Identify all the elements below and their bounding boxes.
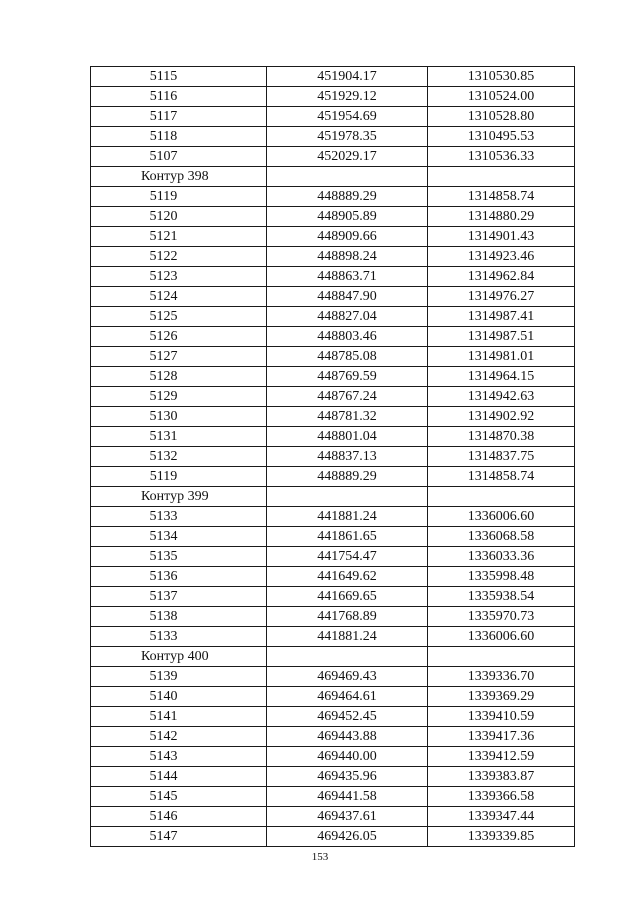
table-row [91,267,575,287]
x-coordinate-cell: 469437.61 [267,807,428,827]
y-coordinate-cell: 1310530.85 [428,67,575,87]
table-row [91,287,575,307]
x-coordinate-cell: 451954.69 [267,107,428,127]
coordinates-table [90,66,575,847]
table-row [91,207,575,227]
page-number: 153 [311,851,329,863]
point-number-cell: 5130 [91,407,267,427]
y-coordinate-cell: 1339369.29 [428,687,575,707]
y-coordinate-cell: 1314880.29 [428,207,575,227]
contour-header-row [91,647,575,667]
y-coordinate-cell: 1336006.60 [428,507,575,527]
x-coordinate-cell: 448769.59 [267,367,428,387]
y-coordinate-cell: 1336068.58 [428,527,575,547]
x-coordinate-cell: 469426.05 [267,827,428,847]
table-row [91,527,575,547]
x-coordinate-cell: 448781.32 [267,407,428,427]
y-coordinate-cell: 1335938.54 [428,587,575,607]
y-coordinate-cell: 1339347.44 [428,807,575,827]
point-number-cell: 5116 [91,87,267,107]
y-coordinate-cell: 1339417.36 [428,727,575,747]
x-coordinate-cell: 448898.24 [267,247,428,267]
table-row [91,727,575,747]
y-coordinate-cell: 1339336.70 [428,667,575,687]
table-row [91,767,575,787]
x-coordinate-cell: 441754.47 [267,547,428,567]
x-coordinate-cell: 448905.89 [267,207,428,227]
x-coordinate-cell [267,647,428,667]
y-coordinate-cell: 1314981.01 [428,347,575,367]
point-number-cell: 5127 [91,347,267,367]
y-coordinate-cell: 1339339.85 [428,827,575,847]
y-coordinate-cell: 1339383.87 [428,767,575,787]
x-coordinate-cell: 441861.65 [267,527,428,547]
contour-header-row [91,167,575,187]
point-number-cell: 5146 [91,807,267,827]
y-coordinate-cell [428,167,575,187]
table-row [91,247,575,267]
table-row [91,147,575,167]
table-row [91,347,575,367]
x-coordinate-cell: 448889.29 [267,187,428,207]
table-row [91,327,575,347]
x-coordinate-cell: 469441.58 [267,787,428,807]
y-coordinate-cell: 1310528.80 [428,107,575,127]
point-number-cell: 5121 [91,227,267,247]
y-coordinate-cell: 1339410.59 [428,707,575,727]
x-coordinate-cell: 448801.04 [267,427,428,447]
x-coordinate-cell: 448827.04 [267,307,428,327]
x-coordinate-cell: 441881.24 [267,627,428,647]
y-coordinate-cell: 1314923.46 [428,247,575,267]
table-row [91,787,575,807]
point-number-cell: 5132 [91,447,267,467]
x-coordinate-cell: 441649.62 [267,567,428,587]
y-coordinate-cell: 1314987.41 [428,307,575,327]
point-number-cell: 5145 [91,787,267,807]
coordinates-table-body [91,67,575,847]
y-coordinate-cell: 1335970.73 [428,607,575,627]
point-number-cell: 5128 [91,367,267,387]
y-coordinate-cell: 1314976.27 [428,287,575,307]
point-number-cell: 5136 [91,567,267,587]
point-number-cell: 5122 [91,247,267,267]
y-coordinate-cell: 1314870.38 [428,427,575,447]
table-row [91,827,575,847]
x-coordinate-cell: 469443.88 [267,727,428,747]
x-coordinate-cell: 448837.13 [267,447,428,467]
table-row [91,687,575,707]
x-coordinate-cell [267,167,428,187]
x-coordinate-cell: 452029.17 [267,147,428,167]
y-coordinate-cell: 1314942.63 [428,387,575,407]
point-number-cell: 5115 [91,67,267,87]
x-coordinate-cell: 469440.00 [267,747,428,767]
x-coordinate-cell: 448803.46 [267,327,428,347]
table-row [91,387,575,407]
y-coordinate-cell: 1310495.53 [428,127,575,147]
table-row [91,127,575,147]
y-coordinate-cell: 1314962.84 [428,267,575,287]
point-number-cell: 5142 [91,727,267,747]
x-coordinate-cell: 448785.08 [267,347,428,367]
x-coordinate-cell: 469464.61 [267,687,428,707]
table-row [91,587,575,607]
table-row [91,407,575,427]
point-number-cell: 5131 [91,427,267,447]
point-number-cell: 5118 [91,127,267,147]
point-number-cell: 5133 [91,507,267,527]
point-number-cell: 5123 [91,267,267,287]
table-row [91,427,575,447]
point-number-cell: 5120 [91,207,267,227]
point-number-cell: 5107 [91,147,267,167]
table-row [91,607,575,627]
table-row [91,87,575,107]
point-number-cell: 5143 [91,747,267,767]
x-coordinate-cell: 448767.24 [267,387,428,407]
x-coordinate-cell: 448863.71 [267,267,428,287]
x-coordinate-cell: 469452.45 [267,707,428,727]
y-coordinate-cell: 1314858.74 [428,467,575,487]
y-coordinate-cell: 1310536.33 [428,147,575,167]
x-coordinate-cell: 451929.12 [267,87,428,107]
table-row [91,187,575,207]
table-row [91,307,575,327]
y-coordinate-cell: 1314901.43 [428,227,575,247]
point-number-cell: 5119 [91,467,267,487]
x-coordinate-cell: 448889.29 [267,467,428,487]
point-number-cell: 5141 [91,707,267,727]
y-coordinate-cell: 1335998.48 [428,567,575,587]
point-number-cell: 5139 [91,667,267,687]
point-number-cell: 5147 [91,827,267,847]
y-coordinate-cell: 1339366.58 [428,787,575,807]
x-coordinate-cell: 469469.43 [267,667,428,687]
table-row [91,67,575,87]
table-row [91,367,575,387]
table-row [91,747,575,767]
contour-label: Контур 398 [91,167,267,187]
point-number-cell: 5117 [91,107,267,127]
x-coordinate-cell [267,487,428,507]
x-coordinate-cell: 469435.96 [267,767,428,787]
table-row [91,667,575,687]
point-number-cell: 5137 [91,587,267,607]
table-row [91,807,575,827]
y-coordinate-cell: 1314858.74 [428,187,575,207]
contour-header-row [91,487,575,507]
table-row [91,627,575,647]
table-row [91,507,575,527]
table-row [91,447,575,467]
table-row [91,707,575,727]
x-coordinate-cell: 441881.24 [267,507,428,527]
point-number-cell: 5134 [91,527,267,547]
contour-label: Контур 400 [91,647,267,667]
point-number-cell: 5124 [91,287,267,307]
table-row [91,107,575,127]
x-coordinate-cell: 451904.17 [267,67,428,87]
table-row [91,567,575,587]
y-coordinate-cell: 1314964.15 [428,367,575,387]
point-number-cell: 5138 [91,607,267,627]
point-number-cell: 5119 [91,187,267,207]
y-coordinate-cell [428,487,575,507]
point-number-cell: 5144 [91,767,267,787]
x-coordinate-cell: 448909.66 [267,227,428,247]
y-coordinate-cell: 1339412.59 [428,747,575,767]
point-number-cell: 5140 [91,687,267,707]
x-coordinate-cell: 441669.65 [267,587,428,607]
y-coordinate-cell [428,647,575,667]
point-number-cell: 5133 [91,627,267,647]
y-coordinate-cell: 1314987.51 [428,327,575,347]
point-number-cell: 5125 [91,307,267,327]
y-coordinate-cell: 1310524.00 [428,87,575,107]
point-number-cell: 5135 [91,547,267,567]
table-row [91,467,575,487]
y-coordinate-cell: 1314902.92 [428,407,575,427]
table-row [91,227,575,247]
y-coordinate-cell: 1336006.60 [428,627,575,647]
y-coordinate-cell: 1336033.36 [428,547,575,567]
table-row [91,547,575,567]
point-number-cell: 5126 [91,327,267,347]
contour-label: Контур 399 [91,487,267,507]
point-number-cell: 5129 [91,387,267,407]
x-coordinate-cell: 441768.89 [267,607,428,627]
y-coordinate-cell: 1314837.75 [428,447,575,467]
x-coordinate-cell: 448847.90 [267,287,428,307]
x-coordinate-cell: 451978.35 [267,127,428,147]
